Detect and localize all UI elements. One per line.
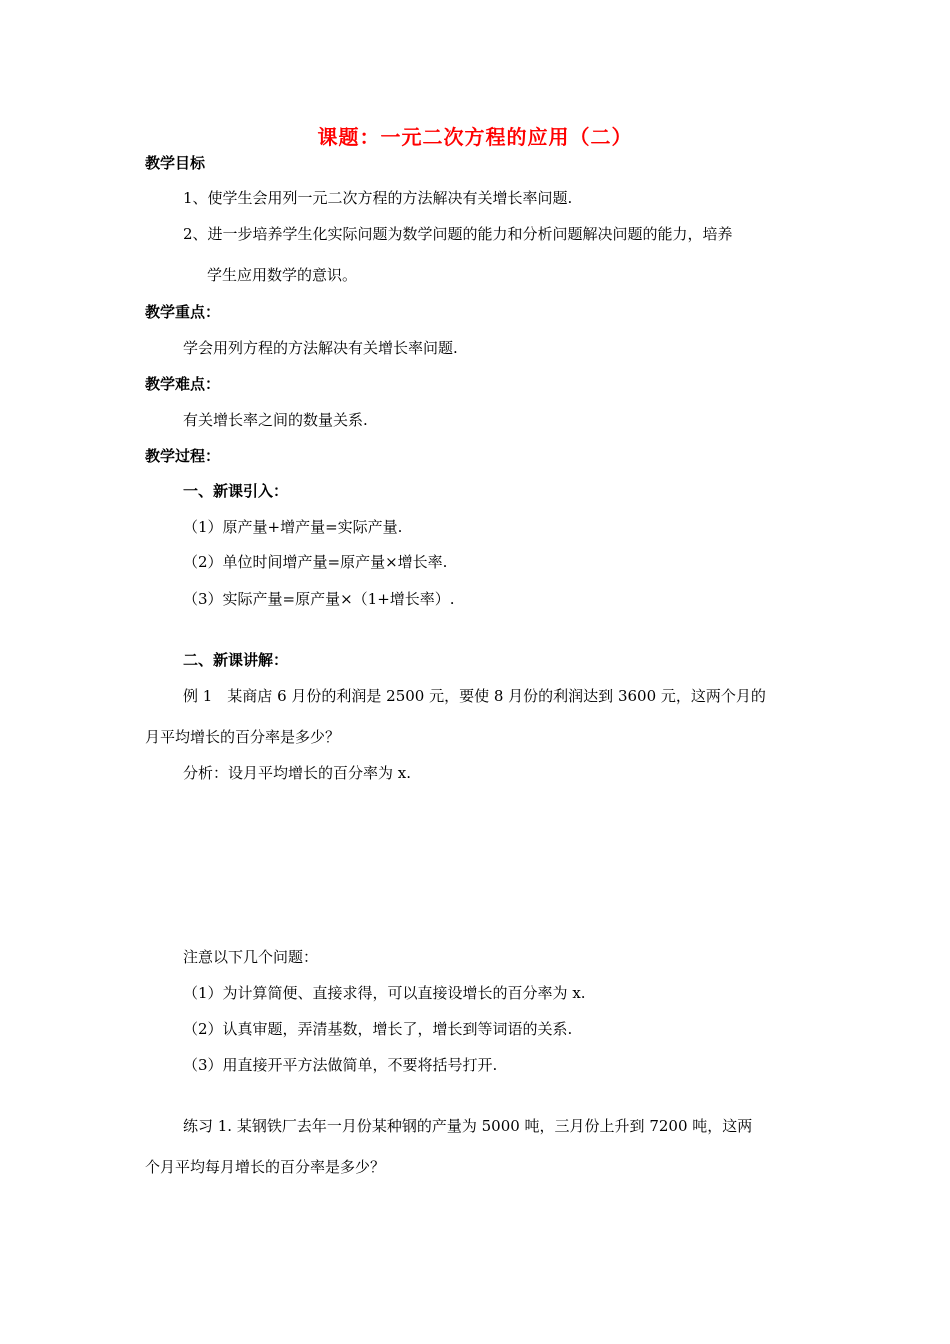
example-1-line-2: 月平均增长的百分率是多少？	[145, 728, 341, 746]
intro-item-2: （2）单位时间增产量=原产量×增长率.	[183, 553, 448, 571]
key-point-heading: 教学重点：	[145, 303, 221, 321]
difficulty-text: 有关增长率之间的数量关系.	[183, 411, 368, 429]
lecture-heading: 二、新课讲解：	[183, 651, 289, 669]
intro-item-1: （1）原产量+增产量=实际产量.	[183, 518, 403, 536]
note-item-3: （3）用直接开平方法做简单，不要将括号打开.	[183, 1056, 498, 1074]
process-heading: 教学过程：	[145, 447, 221, 465]
objective-item-2-continued: 学生应用数学的意识。	[207, 266, 358, 284]
exercise-1-line-1: 练习 1. 某钢铁厂去年一月份某种钢的产量为 5000 吨，三月份上升到 7200 吨，这两	[183, 1117, 753, 1135]
example-1-line-1: 例 1 某商店 6 月份的利润是 2500 元，要使 8 月份的利润达到 3600 元，这两个月的	[183, 687, 766, 705]
difficulty-heading: 教学难点：	[145, 375, 221, 393]
page-title: 课题：一元二次方程的应用（二）	[317, 125, 633, 149]
objectives-heading: 教学目标	[145, 154, 206, 172]
note-item-1: （1）为计算简便、直接求得，可以直接设增长的百分率为 x.	[183, 984, 586, 1002]
key-point-text: 学会用列方程的方法解决有关增长率问题.	[183, 339, 458, 357]
analysis-text: 分析：设月平均增长的百分率为 x.	[183, 764, 411, 782]
objective-item-1: 1、使学生会用列一元二次方程的方法解决有关增长率问题.	[183, 189, 573, 207]
objective-item-2: 2、进一步培养学生化实际问题为数学问题的能力和分析问题解决问题的能力，培养	[183, 225, 733, 243]
note-item-2: （2）认真审题，弄清基数，增长了，增长到等词语的关系.	[183, 1020, 573, 1038]
notes-heading: 注意以下几个问题：	[183, 948, 319, 966]
intro-heading: 一、新课引入：	[183, 482, 289, 500]
exercise-1-line-2: 个月平均每月增长的百分率是多少？	[145, 1158, 386, 1176]
intro-item-3: （3）实际产量=原产量×（1+增长率）.	[183, 590, 455, 608]
